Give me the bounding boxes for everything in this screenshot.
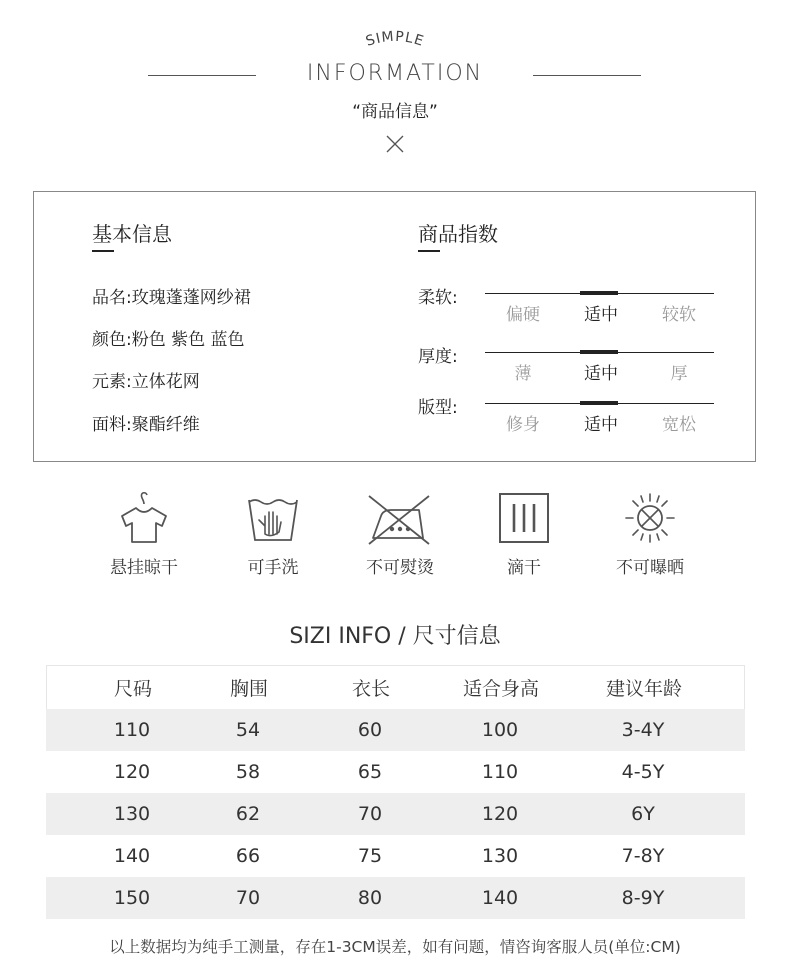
no-iron-icon bbox=[365, 490, 435, 546]
thickness-option-thick: 厚 bbox=[670, 364, 688, 384]
fit-marker bbox=[580, 401, 618, 405]
cell-length: 65 bbox=[357, 761, 383, 783]
close-icon bbox=[385, 134, 405, 154]
basic-info-name: 品名:玫瑰蓬蓬网纱裙 bbox=[92, 288, 251, 308]
care-label-drip-dry: 滴干 bbox=[507, 558, 541, 578]
table-row bbox=[46, 877, 745, 919]
cell-size: 140 bbox=[113, 845, 151, 867]
no-sun-dry-icon bbox=[620, 490, 680, 546]
softness-option-soft: 较软 bbox=[662, 305, 696, 325]
cell-age: 3-4Y bbox=[621, 719, 665, 741]
product-info-subtitle: “商品信息” bbox=[352, 102, 438, 122]
basic-info-title: 基本信息 bbox=[92, 222, 172, 246]
product-index-title: 商品指数 bbox=[418, 222, 498, 246]
softness-label: 柔软: bbox=[418, 288, 458, 308]
basic-info-element: 元素:立体花网 bbox=[92, 372, 200, 392]
hang-dry-icon bbox=[114, 490, 174, 546]
thickness-marker bbox=[580, 350, 618, 354]
care-label-hand-wash: 可手洗 bbox=[247, 558, 299, 578]
cell-age: 8-9Y bbox=[621, 887, 665, 909]
softness-option-medium: 适中 bbox=[584, 305, 618, 325]
fit-option-loose: 宽松 bbox=[662, 415, 696, 435]
header-size: 尺码 bbox=[113, 678, 152, 700]
cell-size: 150 bbox=[113, 887, 151, 909]
basic-info-color: 颜色:粉色 紫色 蓝色 bbox=[92, 330, 245, 350]
basic-info-underline bbox=[92, 250, 114, 252]
table-header-row bbox=[46, 665, 745, 709]
table-row bbox=[46, 835, 745, 877]
thickness-option-medium: 适中 bbox=[584, 364, 618, 384]
cell-length: 75 bbox=[357, 845, 383, 867]
care-no-sun-dry bbox=[595, 490, 705, 546]
cell-height: 120 bbox=[481, 803, 519, 825]
information-title: INFORMATION bbox=[306, 61, 484, 86]
product-index-underline bbox=[418, 250, 440, 252]
cell-length: 60 bbox=[357, 719, 383, 741]
care-no-iron bbox=[345, 490, 455, 546]
cell-age: 6Y bbox=[631, 803, 655, 825]
drip-dry-icon bbox=[494, 490, 554, 546]
measurement-footnote: 以上数据均为纯手工测量，存在1-3CM误差，如有问题，情咨询客服人员(单位:CM) bbox=[109, 938, 681, 956]
fit-label: 版型: bbox=[418, 398, 458, 418]
cell-size: 120 bbox=[113, 761, 151, 783]
cell-size: 110 bbox=[113, 719, 151, 741]
header-age: 建议年龄 bbox=[605, 678, 682, 700]
cell-chest: 66 bbox=[235, 845, 261, 867]
header-length: 衣长 bbox=[351, 678, 390, 700]
care-label-no-sun-dry: 不可曝晒 bbox=[616, 558, 684, 578]
cell-height: 130 bbox=[481, 845, 519, 867]
size-table bbox=[46, 665, 745, 919]
basic-info-fabric: 面料:聚酯纤维 bbox=[92, 415, 200, 435]
care-hand-wash bbox=[218, 490, 328, 546]
cell-age: 7-8Y bbox=[621, 845, 665, 867]
cell-height: 140 bbox=[481, 887, 519, 909]
cell-length: 70 bbox=[357, 803, 383, 825]
size-info-title: SIZI INFO / 尺寸信息 bbox=[289, 624, 501, 649]
header-height: 适合身高 bbox=[462, 678, 539, 700]
cell-chest: 58 bbox=[235, 761, 261, 783]
table-row bbox=[46, 751, 745, 793]
svg-text:SIMPLE: SIMPLE bbox=[363, 28, 427, 50]
thickness-label: 厚度: bbox=[418, 347, 458, 367]
product-info-box bbox=[33, 191, 756, 462]
care-hang-dry bbox=[89, 490, 199, 546]
thickness-option-thin: 薄 bbox=[514, 364, 532, 384]
care-label-hang-dry: 悬挂晾干 bbox=[110, 558, 178, 578]
cell-size: 130 bbox=[113, 803, 151, 825]
fit-option-slim: 修身 bbox=[506, 415, 540, 435]
cell-chest: 70 bbox=[235, 887, 261, 909]
hand-wash-icon bbox=[243, 490, 303, 546]
cell-length: 80 bbox=[357, 887, 383, 909]
fit-option-medium: 适中 bbox=[584, 415, 618, 435]
softness-option-hard: 偏硬 bbox=[506, 305, 540, 325]
table-row bbox=[46, 709, 745, 751]
care-label-no-iron: 不可熨烫 bbox=[366, 558, 434, 578]
cell-age: 4-5Y bbox=[621, 761, 665, 783]
softness-marker bbox=[580, 291, 618, 295]
cell-chest: 54 bbox=[235, 719, 261, 741]
cell-height: 110 bbox=[481, 761, 519, 783]
cell-chest: 62 bbox=[235, 803, 261, 825]
table-row bbox=[46, 793, 745, 835]
cell-height: 100 bbox=[481, 719, 519, 741]
header-chest: 胸围 bbox=[229, 678, 268, 700]
care-drip-dry bbox=[469, 490, 579, 546]
simple-arc-text bbox=[345, 26, 445, 56]
